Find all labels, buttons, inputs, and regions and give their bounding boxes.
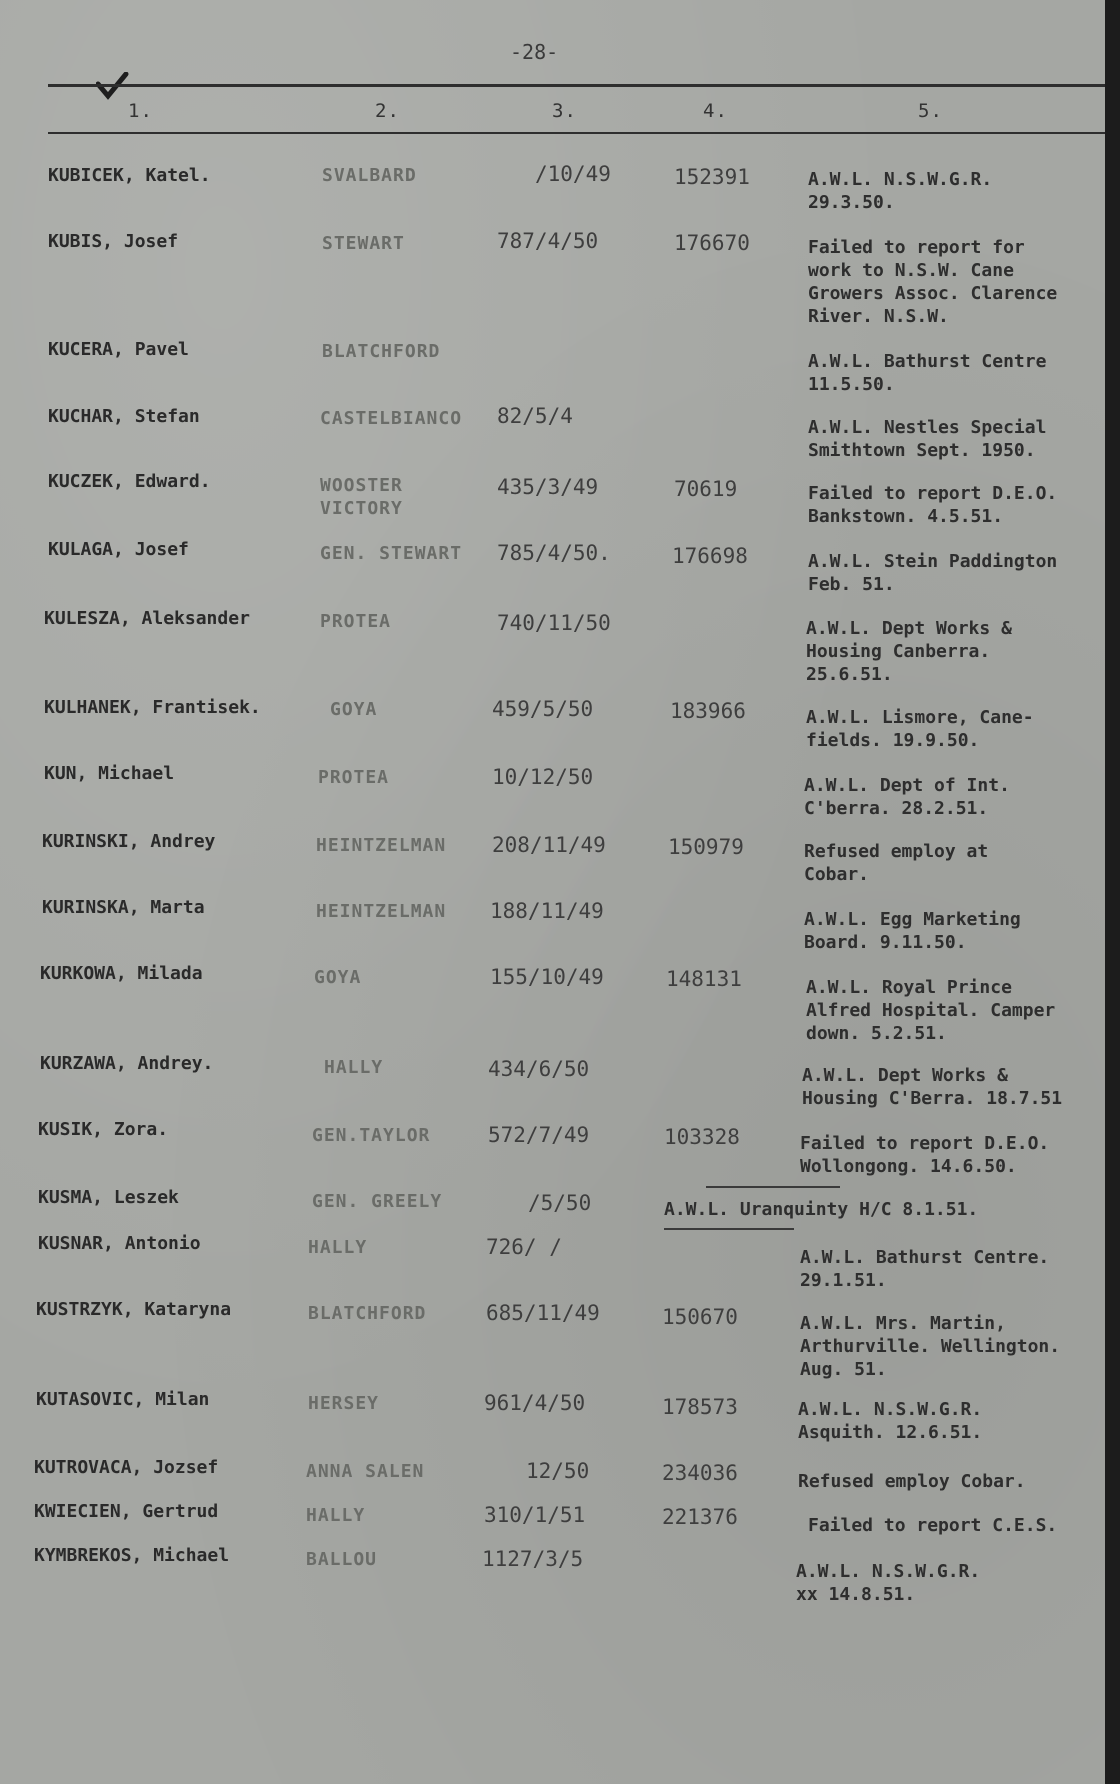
record-number: 103328 [664, 1125, 740, 1149]
record-remark: A.W.L. Nestles Special Smithtown Sept. 1950. [808, 417, 1047, 461]
record-remark: A.W.L. N.S.W.G.R. xx 14.8.51. [796, 1561, 981, 1605]
record-ship: GOYA [314, 967, 362, 988]
record-ship: STEWART [322, 233, 405, 254]
record-name: KUCZEK, Edward. [48, 471, 211, 492]
record-name: KURZAWA, Andrey. [40, 1053, 214, 1074]
record-remark: Refused employ at Cobar. [804, 841, 989, 885]
record-number: 70619 [674, 477, 738, 501]
record-name: KUSIK, Zora. [38, 1119, 169, 1140]
column-header-2: 2. [375, 100, 400, 122]
record-name: KUSMA, Leszek [38, 1187, 179, 1208]
record-arrival: /5/50 [528, 1191, 592, 1215]
record-name: KYMBREKOS, Michael [34, 1545, 230, 1566]
record-number: 183966 [670, 699, 746, 723]
record-ship: BLATCHFORD [308, 1303, 427, 1324]
record-name: KUSTRZYK, Kataryna [36, 1299, 232, 1320]
column-header-4: 4. [703, 100, 728, 122]
record-remark: Refused employ Cobar. [798, 1471, 1026, 1492]
record-ship: HEINTZELMAN [316, 901, 447, 922]
record-name: KURINSKA, Marta [42, 897, 205, 918]
record-ship: HALLY [306, 1505, 366, 1526]
record-ship: WOOSTER VICTORY [320, 475, 403, 519]
record-name: KURINSKI, Andrey [42, 831, 216, 852]
remark-upper-rule [706, 1186, 840, 1188]
record-remark: Failed to report D.E.O. Wollongong. 14.6.50. [800, 1133, 1050, 1177]
record-arrival: 787/4/50 [497, 229, 599, 253]
record-remark: A.W.L. Lismore, Cane- fields. 19.9.50. [806, 707, 1034, 751]
record-remark: A.W.L. Stein Paddington Feb. 51. [808, 551, 1058, 595]
remark-lower-rule [664, 1228, 794, 1230]
check-mark-icon [96, 72, 130, 106]
record-ship: BALLOU [306, 1549, 378, 1570]
record-remark: A.W.L. N.S.W.G.R. 29.3.50. [808, 169, 993, 213]
record-ship: SVALBARD [322, 165, 417, 186]
header-top-rule [48, 84, 1105, 87]
column-header-5: 5. [918, 100, 943, 122]
record-ship: GEN. GREELY [312, 1191, 443, 1212]
record-remark: A.W.L. Dept Works & Housing C'Berra. 18.7.51 [802, 1065, 1063, 1109]
record-arrival: 10/12/50 [492, 765, 594, 789]
record-ship: HALLY [308, 1237, 368, 1258]
record-arrival: 459/5/50 [492, 697, 594, 721]
record-number: 176670 [674, 231, 750, 255]
record-number: 150979 [668, 835, 744, 859]
record-ship: GOYA [330, 699, 378, 720]
record-number: 234036 [662, 1461, 738, 1485]
record-arrival: 82/5/4 [497, 404, 573, 428]
record-arrival: 208/11/49 [492, 833, 606, 857]
record-remark: A.W.L. Uranquinty H/C 8.1.51. [664, 1199, 979, 1220]
record-name: KUBIS, Josef [48, 231, 179, 252]
record-arrival: 1127/3/5 [482, 1547, 584, 1571]
record-arrival: 155/10/49 [490, 965, 604, 989]
record-name: KULHANEK, Frantisek. [44, 697, 261, 718]
record-remark: A.W.L. Royal Prince Alfred Hospital. Camper down. 5.2.51. [806, 977, 1056, 1044]
page-number: -28- [510, 40, 559, 64]
record-ship: GEN. STEWART [320, 543, 463, 564]
header-bottom-rule [48, 132, 1105, 134]
record-number: 148131 [666, 967, 742, 991]
record-ship: GEN.TAYLOR [312, 1125, 431, 1146]
page-edge-shadow [1105, 0, 1120, 1784]
record-remark: A.W.L. Bathurst Centre 11.5.50. [808, 351, 1047, 395]
record-name: KULESZA, Aleksander [44, 608, 250, 629]
record-number: 152391 [674, 165, 750, 189]
record-arrival: 435/3/49 [497, 475, 599, 499]
record-name: KULAGA, Josef [48, 539, 189, 560]
record-ship: CASTELBIANCO [320, 408, 463, 429]
record-arrival: 434/6/50 [488, 1057, 590, 1081]
column-header-3: 3. [552, 100, 577, 122]
record-remark: A.W.L. Egg Marketing Board. 9.11.50. [804, 909, 1021, 953]
column-header-1: 1. [128, 100, 153, 122]
record-remark: Failed to report C.E.S. [808, 1515, 1058, 1536]
record-name: KUCERA, Pavel [48, 339, 189, 360]
record-ship: BLATCHFORD [322, 341, 441, 362]
record-remark: A.W.L. Dept Works & Housing Canberra. 25.6.51. [806, 618, 1012, 685]
record-name: KUCHAR, Stefan [48, 406, 200, 427]
record-arrival: 310/1/51 [484, 1503, 586, 1527]
record-ship: ANNA SALEN [306, 1461, 425, 1482]
record-name: KUTASOVIC, Milan [36, 1389, 210, 1410]
record-arrival: 785/4/50. [497, 541, 611, 565]
record-arrival: 685/11/49 [486, 1301, 600, 1325]
record-name: KUBICEK, Katel. [48, 165, 211, 186]
record-remark: A.W.L. N.S.W.G.R. Asquith. 12.6.51. [798, 1399, 983, 1443]
record-name: KWIECIEN, Gertrud [34, 1501, 219, 1522]
record-name: KUTROVACA, Jozsef [34, 1457, 219, 1478]
record-number: 178573 [662, 1395, 738, 1419]
record-name: KUN, Michael [44, 763, 175, 784]
record-remark: Failed to report for work to N.S.W. Cane Growers Assoc. Clarence River. N.S.W. [808, 237, 1058, 327]
record-arrival: 572/7/49 [488, 1123, 590, 1147]
record-ship: PROTEA [320, 611, 392, 632]
record-arrival: 961/4/50 [484, 1391, 586, 1415]
record-ship: PROTEA [318, 767, 390, 788]
record-ship: HERSEY [308, 1393, 380, 1414]
record-number: 150670 [662, 1305, 738, 1329]
record-remark: A.W.L. Mrs. Martin, Arthurville. Wellington. Aug. 51. [800, 1313, 1061, 1380]
record-remark: A.W.L. Dept of Int. C'berra. 28.2.51. [804, 775, 1010, 819]
record-number: 221376 [662, 1505, 738, 1529]
record-name: KUSNAR, Antonio [38, 1233, 201, 1254]
record-name: KURKOWA, Milada [40, 963, 203, 984]
record-ship: HALLY [324, 1057, 384, 1078]
record-remark: A.W.L. Bathurst Centre. 29.1.51. [800, 1247, 1050, 1291]
record-ship: HEINTZELMAN [316, 835, 447, 856]
record-arrival: 188/11/49 [490, 899, 604, 923]
record-remark: Failed to report D.E.O. Bankstown. 4.5.51. [808, 483, 1058, 527]
record-arrival: 726/ / [486, 1235, 562, 1259]
record-arrival: 740/11/50 [497, 611, 611, 635]
record-arrival: 12/50 [526, 1459, 590, 1483]
record-arrival: /10/49 [535, 162, 611, 186]
record-number: 176698 [672, 544, 748, 568]
